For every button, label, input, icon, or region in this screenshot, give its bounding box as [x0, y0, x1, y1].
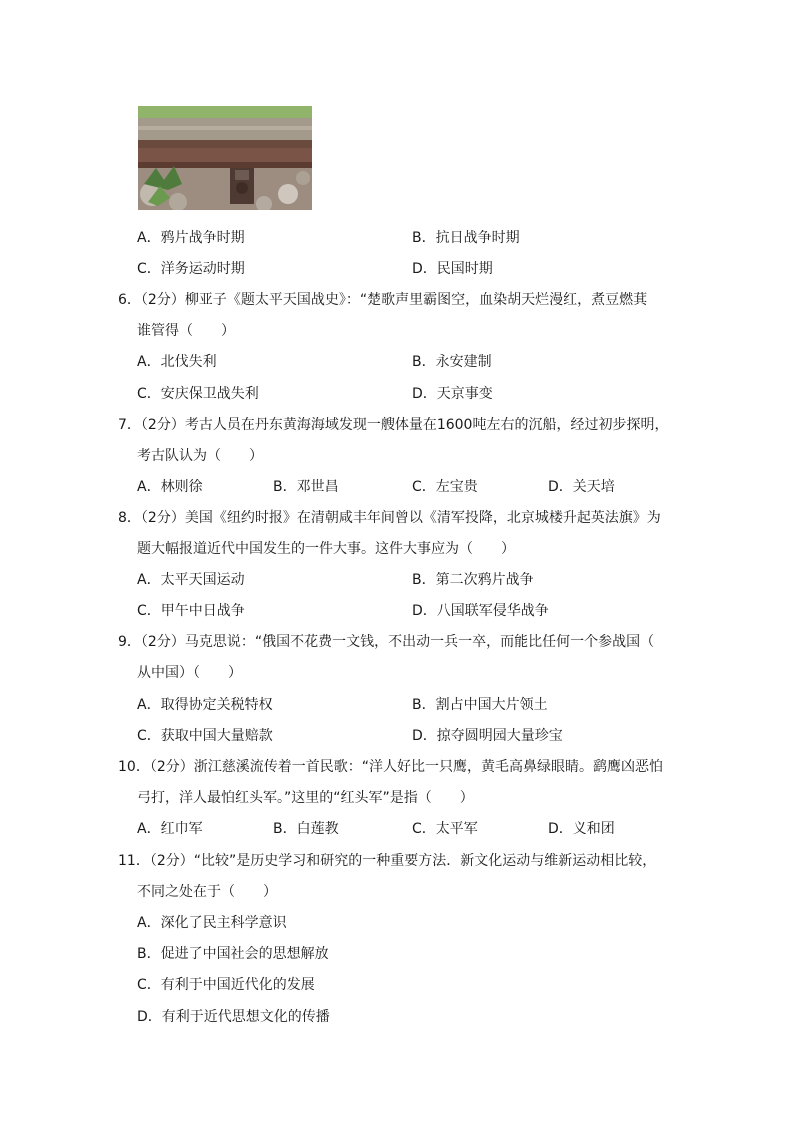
q5-option-b[interactable]: [412, 228, 520, 248]
q7-option-d[interactable]: [548, 477, 615, 497]
q8-option-d[interactable]: [412, 601, 549, 621]
question-11-stem-line1: 11．（2分）“比较”是历史学习和研究的一种重要方法．新文化运动与维新运动相比较，: [118, 853, 657, 869]
question-6-stem-line2: 谁管得（ ）: [137, 323, 235, 339]
option-letter: D．: [412, 603, 437, 619]
option-text: 左宝贵: [435, 479, 478, 495]
q11-option-a[interactable]: [137, 913, 287, 933]
q5-option-d[interactable]: [412, 259, 493, 279]
option-text: 取得协定关税特权: [160, 697, 273, 713]
option-text: 民国时期: [436, 261, 493, 277]
question-7-stem-line2: 考古队认为（ ）: [137, 448, 263, 464]
option-letter: D．: [412, 728, 437, 744]
option-letter: D．: [412, 386, 437, 402]
option-text: 深化了民主科学意识: [160, 915, 287, 931]
option-text: 白莲教: [296, 821, 339, 837]
option-text: 有利于近代思想文化的传播: [161, 1009, 330, 1025]
option-text: 甲午中日战争: [160, 603, 245, 619]
q9-option-b[interactable]: [412, 695, 548, 715]
option-letter: B．: [412, 354, 436, 370]
option-text: 有利于中国近代化的发展: [160, 977, 315, 993]
option-text: 促进了中国社会的思想解放: [160, 946, 329, 962]
option-text: 割占中国大片领土: [435, 697, 548, 713]
option-letter: C．: [412, 479, 436, 495]
q5-option-a[interactable]: [137, 228, 245, 248]
option-text: 太平天国运动: [160, 572, 245, 588]
q5-option-c[interactable]: [137, 259, 245, 279]
option-letter: C．: [137, 386, 161, 402]
q6-option-b[interactable]: [412, 352, 492, 372]
q10-option-c[interactable]: [412, 819, 478, 839]
option-text: 太平军: [435, 821, 478, 837]
option-letter: A．: [137, 821, 161, 837]
q11-option-c[interactable]: [137, 975, 315, 995]
option-letter: C．: [137, 603, 161, 619]
option-text: 安庆保卫战失利: [160, 386, 259, 402]
question-11-stem-line2: 不同之处在于（ ）: [137, 884, 277, 900]
option-text: 第二次鸦片战争: [435, 572, 534, 588]
option-text: 鸦片战争时期: [160, 230, 245, 246]
option-letter: A．: [137, 479, 161, 495]
question-6-stem-line1: 6．（2分）柳亚子《题太平天国战史》：“楚歌声里霸图空，血染胡天烂漫红，煮豆燃萁: [118, 292, 648, 308]
q9-option-d[interactable]: [412, 726, 563, 746]
q8-option-b[interactable]: [412, 570, 534, 590]
option-letter: C．: [137, 977, 161, 993]
option-letter: B．: [273, 821, 297, 837]
question-8-stem-line2: 题大幅报道近代中国发生的一件大事。这件大事应为（ ）: [137, 541, 515, 557]
option-text: 抗日战争时期: [435, 230, 520, 246]
option-letter: C．: [137, 261, 161, 277]
q10-option-a[interactable]: [137, 819, 203, 839]
q7-option-c[interactable]: [412, 477, 478, 497]
railway-track-photo: [138, 106, 312, 210]
q6-option-a[interactable]: [137, 352, 217, 372]
option-letter: C．: [412, 821, 436, 837]
q10-option-b[interactable]: [273, 819, 339, 839]
option-text: 洋务运动时期: [160, 261, 245, 277]
option-letter: B．: [137, 946, 161, 962]
q6-option-c[interactable]: [137, 384, 259, 404]
question-7-stem-line1: 7．（2分）考古人员在丹东黄海海域发现一艘体量在1600吨左右的沉船，经过初步探明，: [118, 417, 669, 433]
q7-option-b[interactable]: [273, 477, 339, 497]
question-10-stem-line1: 10．（2分）浙江慈溪流传着一首民歌：“洋人好比一只鹰，黄毛高鼻绿眼睛。鹞鹰凶恶怕: [118, 759, 663, 775]
railway-track-image: [138, 106, 312, 210]
q11-option-d[interactable]: [137, 1007, 330, 1027]
q9-option-a[interactable]: [137, 695, 273, 715]
option-letter: D．: [548, 821, 573, 837]
question-10-stem-line2: 弓打，洋人最怕红头军。”这里的“红头军”是指（ ）: [137, 790, 474, 806]
option-letter: A．: [137, 572, 161, 588]
q8-option-a[interactable]: [137, 570, 245, 590]
option-text: 关天培: [572, 479, 615, 495]
option-text: 获取中国大量赔款: [160, 728, 273, 744]
option-text: 林则徐: [160, 479, 203, 495]
option-letter: B．: [273, 479, 297, 495]
option-letter: C．: [137, 728, 161, 744]
option-text: 北伐失利: [160, 354, 217, 370]
q11-option-b[interactable]: [137, 944, 329, 964]
option-text: 天京事变: [436, 386, 493, 402]
q8-option-c[interactable]: [137, 601, 245, 621]
option-text: 红巾军: [160, 821, 203, 837]
question-9-stem-line1: 9．（2分）马克思说：“俄国不花费一文钱，不出动一兵一卒，而能比任何一个参战国（: [118, 634, 655, 650]
option-letter: A．: [137, 230, 161, 246]
option-text: 掠夺圆明园大量珍宝: [436, 728, 563, 744]
option-letter: A．: [137, 915, 161, 931]
option-text: 义和团: [572, 821, 615, 837]
option-text: 邓世昌: [296, 479, 339, 495]
option-letter: D．: [137, 1009, 162, 1025]
question-8-stem-line1: 8．（2分）美国《纽约时报》在清朝咸丰年间曾以《清军投降，北京城楼升起英法旗》为: [118, 510, 661, 526]
option-letter: B．: [412, 572, 436, 588]
q7-option-a[interactable]: [137, 477, 203, 497]
q9-option-c[interactable]: [137, 726, 273, 746]
option-text: 永安建制: [435, 354, 492, 370]
option-letter: A．: [137, 354, 161, 370]
option-letter: D．: [548, 479, 573, 495]
q6-option-d[interactable]: [412, 384, 493, 404]
option-letter: B．: [412, 697, 436, 713]
option-letter: D．: [412, 261, 437, 277]
q10-option-d[interactable]: [548, 819, 615, 839]
question-9-stem-line2: 从中国）（ ）: [137, 665, 242, 681]
option-letter: A．: [137, 697, 161, 713]
option-text: 八国联军侵华战争: [436, 603, 549, 619]
option-letter: B．: [412, 230, 436, 246]
